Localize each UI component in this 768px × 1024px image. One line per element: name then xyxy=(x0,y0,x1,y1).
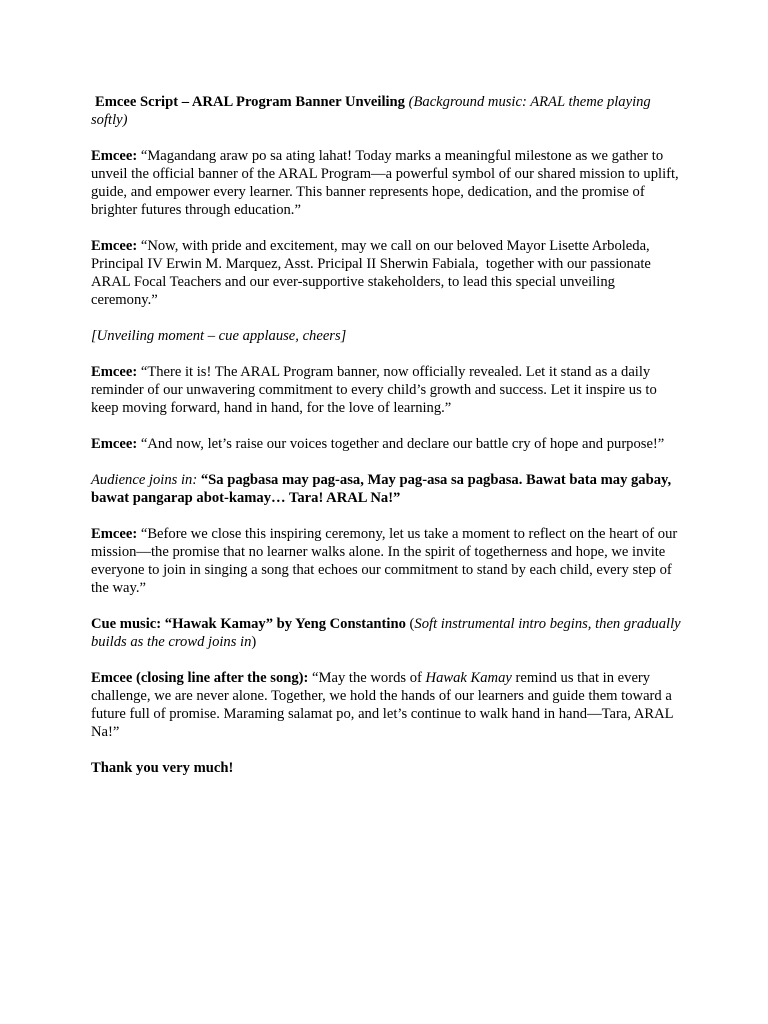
audience-battle-cry xyxy=(91,471,683,507)
dialogue-text: “There it is! The ARAL Program banner, now officially revealed. Let it stand as a daily reminder of our unwavering commitment to every child’s growth and success. Let it inspire us to keep moving forward, hand in hand, for the love of learning.” xyxy=(91,364,657,416)
title-heading: Emcee Script – ARAL Program Banner Unveiling xyxy=(95,94,405,110)
battle-cry-text: “Sa pagbasa may pag-asa, May pag-asa sa pagbasa. Bawat bata may gabay, bawat pangarap abot-kamay… Tara! ARAL Na!” xyxy=(91,472,672,506)
dialogue-text-before: “May the words of xyxy=(312,670,422,686)
emcee-paragraph-battle-cry-intro xyxy=(91,435,683,453)
document-page xyxy=(91,93,683,795)
song-title: Hawak Kamay xyxy=(425,670,512,686)
closing-thanks: Thank you very much! xyxy=(91,760,234,776)
audience-label: Audience joins in: xyxy=(91,472,198,488)
dialogue-text: “Now, with pride and excitement, may we call on our beloved Mayor Lisette Arboleda, Principal IV Erwin M. Marquez, Asst. Pricipal II Sherwin Fabiala, together with our passionate ARAL Focal Teachers and our ever-supportive stakeholders, to lead this special unveiling ceremony.” xyxy=(91,238,654,308)
title-stage-note: (Background music: ARAL theme playing softly) xyxy=(91,94,651,128)
emcee-paragraph-call xyxy=(91,237,683,309)
emcee-paragraph-reveal xyxy=(91,363,683,417)
speaker-label: Emcee: xyxy=(91,148,138,164)
stage-direction-unveiling: [Unveiling moment – cue applause, cheers] xyxy=(91,328,347,344)
music-cue xyxy=(91,615,683,651)
emcee-closing-line xyxy=(91,669,683,741)
speaker-label: Emcee (closing line after the song): xyxy=(91,670,309,686)
dialogue-text: “Magandang araw po sa ating lahat! Today marks a meaningful milestone as we gather to unveil the official banner of the ARAL Program—a powerful symbol of our shared mission to uplift, guide, and empower every learner. This banner represents hope, dedication, and the promise of brighter futures through education.” xyxy=(91,148,679,218)
emcee-paragraph-opening xyxy=(91,147,683,219)
speaker-label: Emcee: xyxy=(91,364,138,380)
speaker-label: Emcee: xyxy=(91,436,138,452)
speaker-label: Emcee: xyxy=(91,526,138,542)
dialogue-text-after: remind us that in every challenge, we are never alone. Together, we hold the hands of our learners and guide them toward a future full of promise. Maraming salamat po, and let’s continue to walk hand in hand—Tara, ARAL Na!” xyxy=(91,670,674,740)
cue-note: Soft instrumental intro begins, then gradually builds as the crowd joins in xyxy=(91,616,681,650)
emcee-paragraph-reflection xyxy=(91,525,683,597)
dialogue-text: “Before we close this inspiring ceremony, let us take a moment to reflect on the heart of our mission—the promise that no learner walks alone. In the spirit of togetherness and hope, we invite everyone to join in singing a song that echoes our commitment to stand by each child, every step of the way.” xyxy=(91,526,678,596)
cue-label: Cue music: “Hawak Kamay” by Yeng Constantino xyxy=(91,616,406,632)
script-title xyxy=(91,93,683,129)
dialogue-text: “And now, let’s raise our voices together and declare our battle cry of hope and purpose!” xyxy=(140,436,665,452)
cue-close-paren: ) xyxy=(251,634,257,650)
cue-open-paren: ( xyxy=(409,616,415,632)
speaker-label: Emcee: xyxy=(91,238,138,254)
